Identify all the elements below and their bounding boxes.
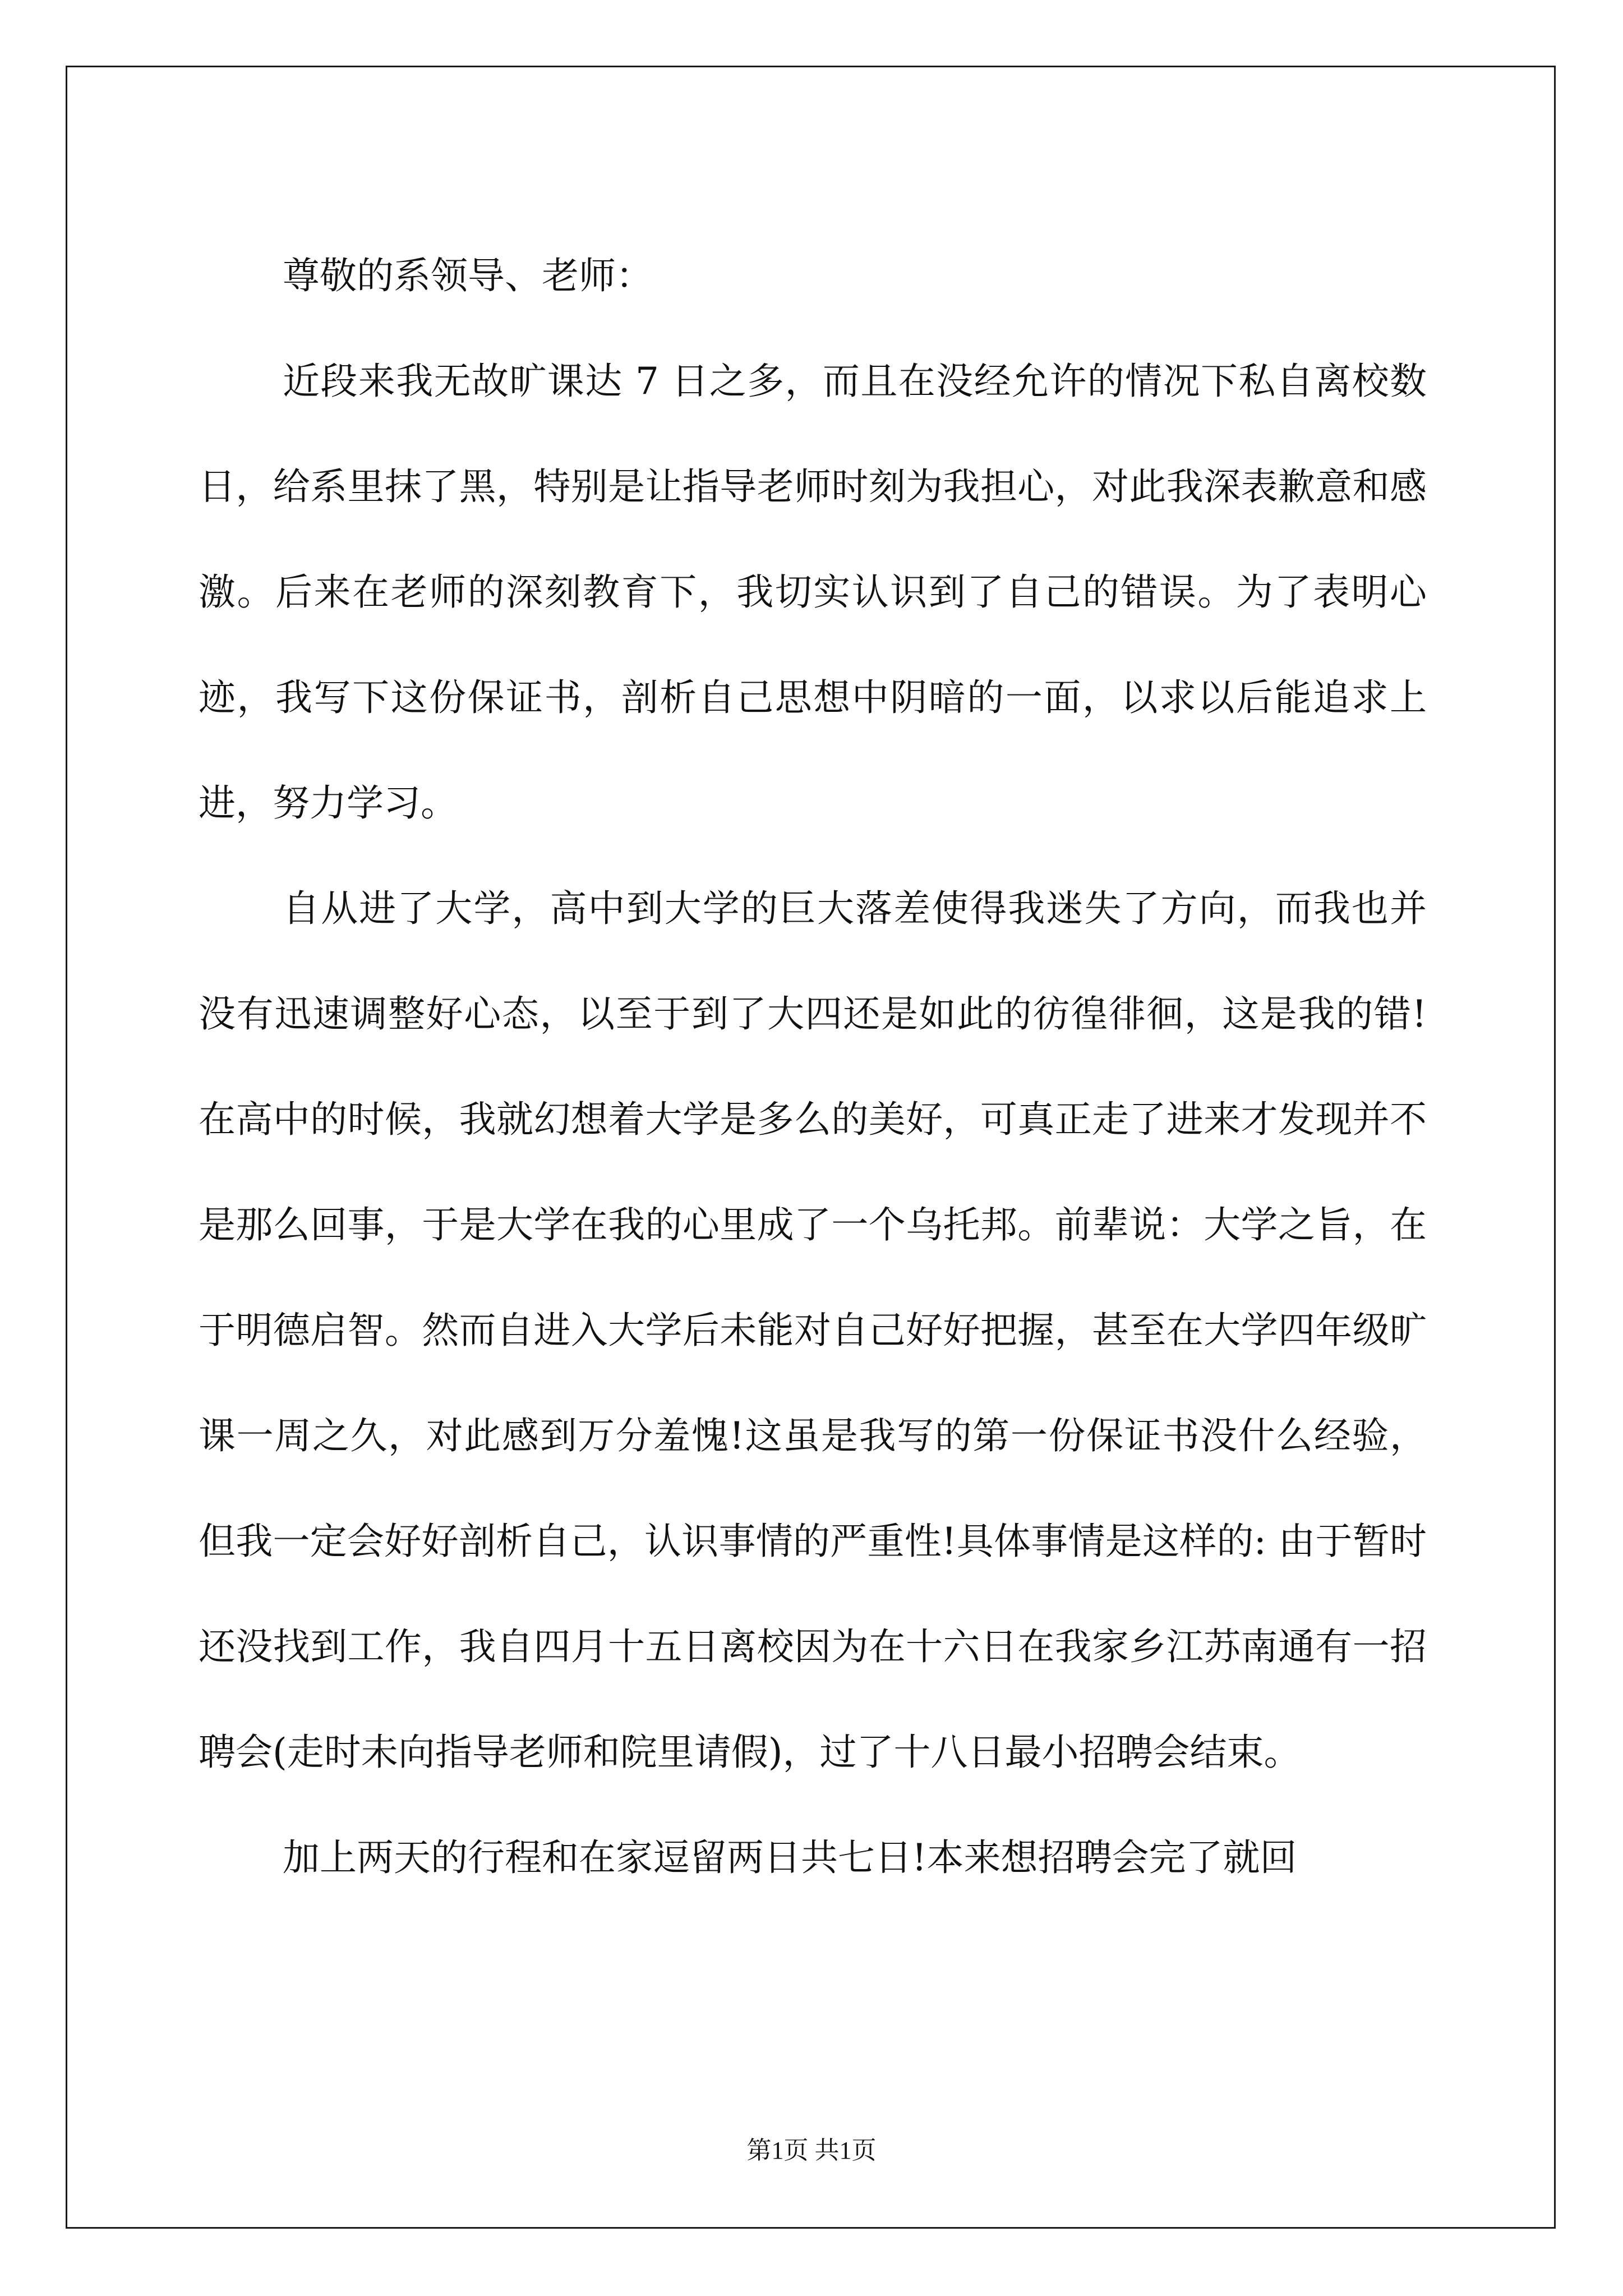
page-footer: 第1页 共1页: [746, 2137, 877, 2164]
paragraph-2: 自从进了大学，高中到大学的巨大落差使得我迷失了方向，而我也并没有迅速调整好心态，以至于到了大四还是如此的彷徨徘徊，这是我的错!在高中的时候，我就幻想着大学是多么的美好，可真正走了进来才发现并不是那么回事，于是大学在我的心里成了一个乌托邦。前辈说：大学之旨，在于明德启智。然而自进入大学后未能对自己好好把握，甚至在大学四年级旷课一周之久，对此感到万分羞愧!这虽是我写的第一份保证书没什么经验，但我一定会好好剖析自己，认识事情的严重性!具体事情是这样的: 由于暂时还没找到工作，我自四月十五日离校因为在十六日在我家乡江苏南通有一招聘会(走时未向指导老师和院里请假)，过了十八日最小招聘会结束。: [199, 887, 1427, 1774]
paragraph-3: 加上两天的行程和在家逗留两日共七日!本来想招聘会完了就回: [283, 1836, 1297, 1879]
salutation: 尊敬的系领导、老师：: [283, 254, 653, 297]
document-body: [199, 223, 1427, 1911]
paragraph-1: 近段来我无故旷课达 7 日之多，而且在没经允许的情况下私自离校数日，给系里抹了黑，特别是让指导老师时刻为我担心，对此我深表歉意和感激。后来在老师的深刻教育下，我切实认识到了自己的错误。为了表明心迹，我写下这份保证书，剖析自己思想中阴暗的一面，以求以后能追求上进，努力学习。: [199, 360, 1427, 825]
